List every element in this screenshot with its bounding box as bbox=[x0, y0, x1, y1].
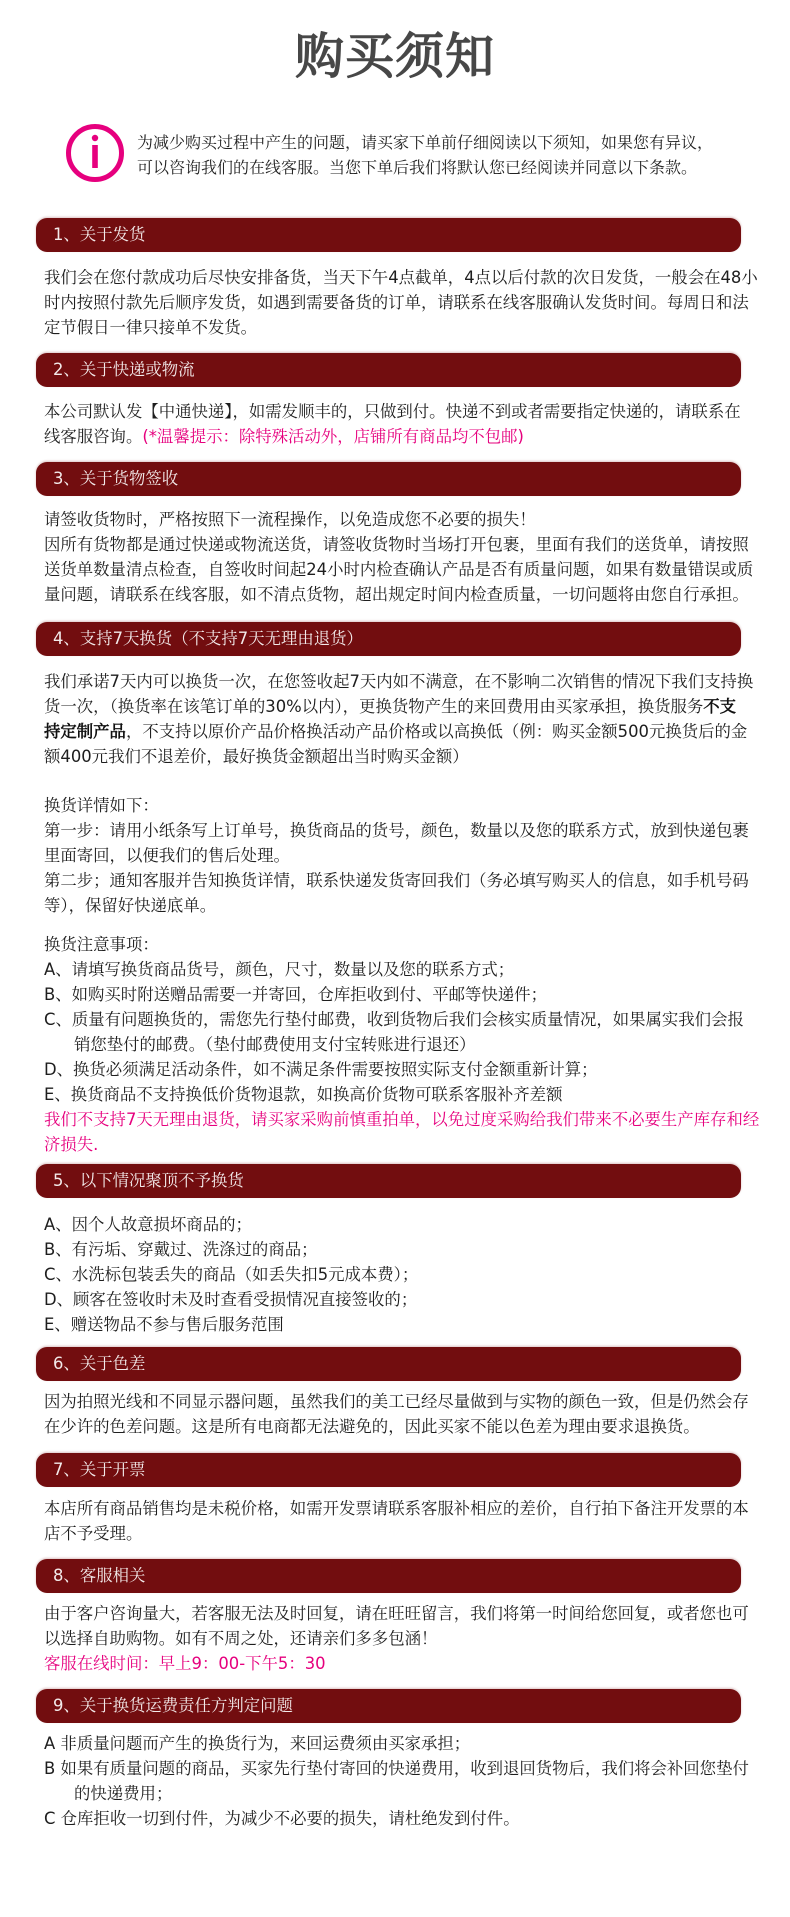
body-text: 第一步：请用小纸条写上订单号，换货商品的货号，颜色，数量以及您的联系方式，放到快递包裹 bbox=[44, 821, 749, 840]
body-line bbox=[44, 315, 744, 340]
body-text: D、换货必须满足活动条件，如不满足条件需要按照实际支付金额重新计算； bbox=[44, 1060, 598, 1079]
body-text: 本公司默认发【中通快递】，如需发顺丰的，只做到付。快递不到或者需要指定快递的，请联系在 bbox=[44, 402, 741, 421]
body-line bbox=[44, 582, 749, 607]
body-line bbox=[44, 843, 744, 868]
body-line bbox=[44, 1262, 744, 1287]
section-body bbox=[44, 399, 744, 449]
body-text: 以选择自助购物。如有不周之处，还请亲们多多包涵！ bbox=[44, 1629, 438, 1648]
section-header-label: 5、以下情况聚顶不予换货 bbox=[53, 1171, 244, 1190]
body-line bbox=[44, 1312, 744, 1337]
body-line bbox=[44, 1082, 744, 1107]
body-line bbox=[44, 1626, 744, 1651]
bold-text: 持定制产品 bbox=[44, 722, 126, 741]
highlight-text: (*温馨提示：除特殊活动外，店铺所有商品均不包邮) bbox=[142, 427, 524, 446]
section-header-label: 8、客服相关 bbox=[53, 1566, 146, 1585]
body-line bbox=[44, 1601, 749, 1626]
body-text: 请签收货物时，严格按照下一流程操作，以免造成您不必要的损失！ bbox=[44, 510, 536, 529]
body-line bbox=[44, 1132, 744, 1157]
section-header-label: 6、关于色差 bbox=[53, 1354, 146, 1373]
body-line bbox=[44, 694, 744, 719]
body-line bbox=[44, 424, 744, 449]
body-text: E、换货商品不支持换低价货物退款，如换高价货物可联系客服补齐差额 bbox=[44, 1085, 563, 1104]
section-body bbox=[44, 669, 754, 769]
section-body bbox=[44, 507, 754, 607]
section-header-label: 1、关于发货 bbox=[53, 225, 146, 244]
body-line bbox=[44, 1651, 744, 1676]
body-line bbox=[44, 1032, 744, 1057]
section-body bbox=[44, 265, 758, 340]
body-text: 换货详情如下： bbox=[44, 796, 159, 815]
section-header-3 bbox=[36, 462, 741, 496]
section-body bbox=[44, 932, 760, 1157]
section-body bbox=[44, 793, 749, 918]
highlight-text: 我们不支持7天无理由退货，请买家采购前慎重拍单，以免过度采购给我们带来不必要生产库存和经 bbox=[44, 1110, 760, 1129]
body-line bbox=[44, 818, 749, 843]
intro-notice bbox=[137, 130, 713, 180]
body-text: B、有污垢、穿戴过、洗涤过的商品； bbox=[44, 1240, 318, 1259]
body-text: 里面寄回，以便我们的售后处理。 bbox=[44, 846, 290, 865]
section-header-label: 7、关于开票 bbox=[53, 1460, 146, 1479]
body-text: C、水洗标包装丢失的商品（如丢失扣5元成本费）； bbox=[44, 1265, 419, 1284]
body-line bbox=[44, 1806, 744, 1831]
body-line bbox=[44, 1107, 760, 1132]
body-text: C 仓库拒收一切到付件，为减少不必要的损失，请杜绝发到付件。 bbox=[44, 1809, 520, 1828]
section-body bbox=[44, 1389, 749, 1439]
intro-line: 为减少购买过程中产生的问题，请买家下单前仔细阅读以下须知，如果您有异议， bbox=[137, 133, 714, 152]
body-line bbox=[44, 793, 744, 818]
section-body bbox=[44, 1601, 749, 1676]
body-text: C、质量有问题换货的，需您先行垫付邮费，收到货物后我们会核实质量情况，如果属实我们会报 bbox=[44, 1010, 744, 1029]
body-line bbox=[44, 893, 744, 918]
highlight-text: 客服在线时间：早上9：00-下午5：30 bbox=[44, 1654, 326, 1673]
body-text: 额400元我们不退差价，最好换货金额超出当时购买金额） bbox=[44, 747, 469, 766]
body-text: 的快递费用； bbox=[74, 1784, 173, 1803]
body-line bbox=[44, 1781, 744, 1806]
body-line bbox=[44, 982, 744, 1007]
body-line bbox=[44, 290, 749, 315]
body-line bbox=[44, 557, 754, 582]
body-line bbox=[44, 1756, 749, 1781]
section-header-5 bbox=[36, 1164, 741, 1198]
intro-line: 可以咨询我们的在线客服。当您下单后我们将默认您已经阅读并同意以下条款。 bbox=[137, 158, 698, 177]
body-line bbox=[44, 1496, 749, 1521]
body-line bbox=[44, 1007, 744, 1032]
info-icon bbox=[65, 123, 125, 183]
body-text: 货一次，（换货率在该笔订单的30%以内），更换货物产生的来回费用由买家承担，换货服务 bbox=[44, 697, 704, 716]
section-header-label: 3、关于货物签收 bbox=[53, 469, 179, 488]
body-line bbox=[44, 1521, 744, 1546]
section-body bbox=[44, 1731, 749, 1831]
section-header-label: 9、关于换货运费责任方判定问题 bbox=[53, 1696, 293, 1715]
body-text: 在少许的色差问题。这是所有电商都无法避免的，因此买家不能以色差为理由要求退换货。 bbox=[44, 1417, 700, 1436]
section-body bbox=[44, 1496, 749, 1546]
body-text: 因为拍照光线和不同显示器问题，虽然我们的美工已经尽量做到与实物的颜色一致，但是仍然会存 bbox=[44, 1392, 749, 1411]
body-line bbox=[44, 1389, 749, 1414]
body-text: A、因个人故意损坏商品的； bbox=[44, 1215, 252, 1234]
section-header-4 bbox=[36, 622, 741, 656]
body-text: 时内按照付款先后顺序发货，如遇到需要备货的订单，请联系在线客服确认发货时间。每周日和法 bbox=[44, 293, 749, 312]
body-text: A、请填写换货商品货号，颜色，尺寸，数量以及您的联系方式； bbox=[44, 960, 515, 979]
body-line bbox=[44, 868, 749, 893]
body-text: B 如果有质量问题的商品，买家先行垫付寄回的快递费用，收到退回货物后，我们将会补回您垫付 bbox=[44, 1759, 749, 1778]
section-header-8 bbox=[36, 1559, 741, 1593]
body-text: 本店所有商品销售均是未税价格，如需开发票请联系客服补相应的差价，自行拍下备注开发票的本 bbox=[44, 1499, 749, 1518]
body-line bbox=[44, 669, 754, 694]
body-line bbox=[44, 1057, 744, 1082]
body-line bbox=[44, 1731, 744, 1756]
body-text: 量问题，请联系在线客服，如不清点货物，超出规定时间内检查质量，一切问题将由您自行承担。 bbox=[44, 585, 749, 604]
body-text: 我们会在您付款成功后尽快安排备货，当天下午4点截单，4点以后付款的次日发货，一般会在48小 bbox=[44, 268, 758, 287]
body-line bbox=[44, 1287, 744, 1312]
body-line bbox=[44, 507, 744, 532]
section-header-6 bbox=[36, 1347, 741, 1381]
section-header-label: 2、关于快递或物流 bbox=[53, 360, 195, 379]
body-text: D、顾客在签收时未及时查看受损情况直接签收的； bbox=[44, 1290, 418, 1309]
bold-text: 不支 bbox=[703, 697, 737, 716]
body-line bbox=[44, 265, 758, 290]
section-header-label: 4、支持7天换货（不支持7天无理由退货） bbox=[53, 629, 363, 648]
body-text: 定节假日一律只接单不发货。 bbox=[44, 318, 258, 337]
body-line bbox=[44, 957, 744, 982]
body-text: E、赠送物品不参与售后服务范围 bbox=[44, 1315, 284, 1334]
highlight-text: 济损失. bbox=[44, 1135, 99, 1154]
body-line bbox=[44, 932, 744, 957]
body-line bbox=[44, 399, 744, 424]
body-text: 我们承诺7天内可以换货一次，在您签收起7天内如不满意，在不影响二次销售的情况下我们支持换 bbox=[44, 672, 754, 691]
body-line bbox=[44, 532, 749, 557]
body-text: 销您垫付的邮费。（垫付邮费使用支付宝转账进行退还） bbox=[74, 1035, 476, 1054]
body-text: 等），保留好快递底单。 bbox=[44, 896, 217, 915]
section-header-1 bbox=[36, 218, 741, 252]
body-text: 送货单数量清点检查，自签收时间起24小时内检查确认产品是否有质量问题，如果有数量错误或质 bbox=[44, 560, 754, 579]
body-text: 换货注意事项： bbox=[44, 935, 159, 954]
body-line bbox=[44, 1237, 744, 1262]
section-header-9 bbox=[36, 1689, 741, 1723]
body-line bbox=[44, 719, 748, 744]
body-text: 店不予受理。 bbox=[44, 1524, 143, 1543]
section-header-7 bbox=[36, 1453, 741, 1487]
body-text: 由于客户咨询量大，若客服无法及时回复，请在旺旺留言，我们将第一时间给您回复，或者您也可 bbox=[44, 1604, 749, 1623]
body-text: A 非质量问题而产生的换货行为，来回运费须由买家承担； bbox=[44, 1734, 471, 1753]
section-body bbox=[44, 1212, 744, 1337]
section-header-2 bbox=[36, 353, 741, 387]
body-text: 因所有货物都是通过快递或物流送货，请签收货物时当场打开包裹，里面有我们的送货单，请按照 bbox=[44, 535, 749, 554]
body-line bbox=[44, 1414, 744, 1439]
body-text: 线客服咨询。 bbox=[44, 427, 143, 446]
page-title: 购买须知 bbox=[294, 28, 495, 85]
body-text: ，不支持以原价产品价格换活动产品价格或以高换低（例：购买金额500元换货后的金 bbox=[125, 722, 748, 741]
body-line bbox=[44, 1212, 744, 1237]
body-text: 第二步；通知客服并告知换货详情，联系快递发货寄回我们（务必填写购买人的信息，如手机号码 bbox=[44, 871, 749, 890]
body-text: B、如购买时附送赠品需要一并寄回，仓库拒收到付、平邮等快递件； bbox=[44, 985, 547, 1004]
body-line bbox=[44, 744, 744, 769]
